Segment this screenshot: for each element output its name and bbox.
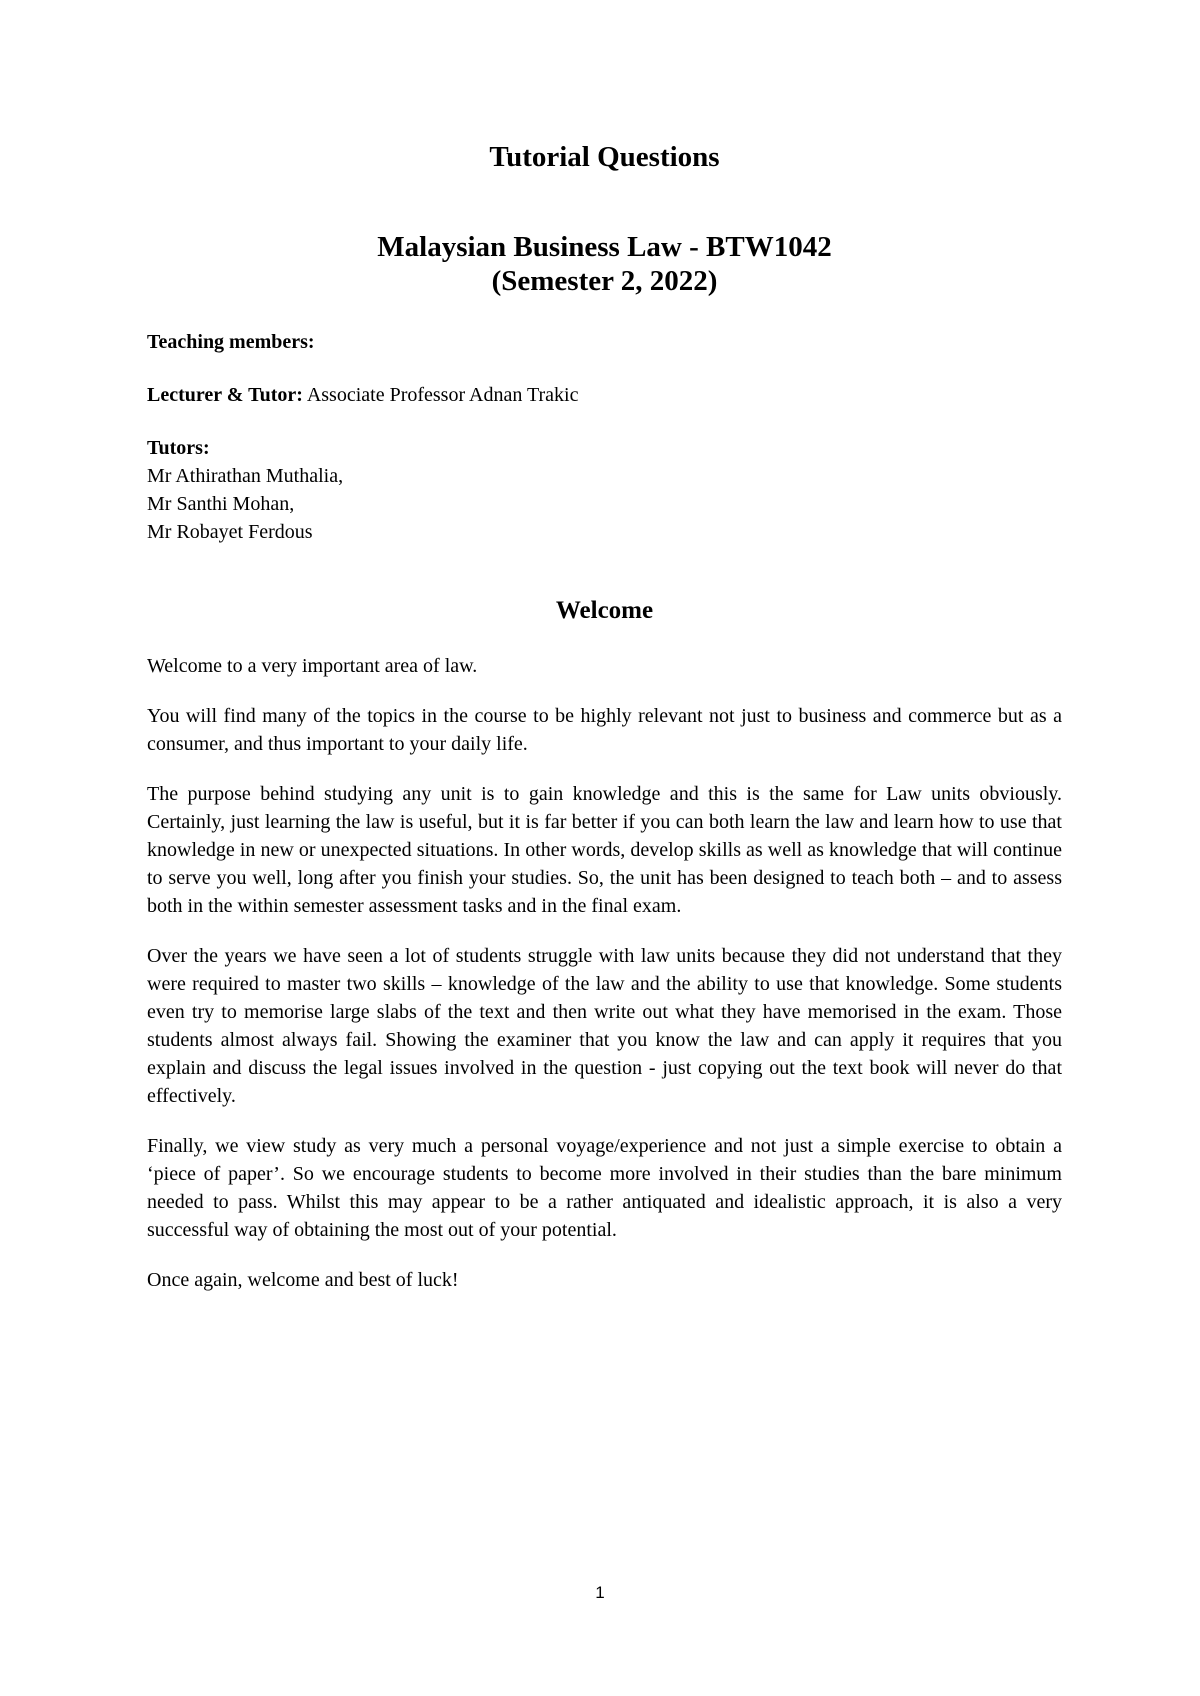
welcome-paragraph: You will find many of the topics in the course to be highly relevant not just to business and commerce but as a consumer, and thus important to your daily life. — [147, 705, 1062, 755]
tutor-name: Mr Athirathan Muthalia, — [147, 465, 344, 487]
lecturer-line — [147, 381, 1062, 409]
page-number: 1 — [595, 1583, 605, 1602]
tutor-name: Mr Robayet Ferdous — [147, 521, 313, 543]
page-content — [147, 140, 1062, 1294]
tutors-block — [147, 434, 1062, 546]
welcome-paragraph: Over the years we have seen a lot of students struggle with law units because they did not understand that they were required to master two skills – knowledge of the law and the ability to use that knowledge. Some students even try to memorise large slabs of the text and then write out what they have memorised in the exam. Those students almost always fail. Showing the examiner that you know the law and can apply it requires that you explain and discuss the legal issues involved in the question - just copying out the text book will never do that effectively. — [147, 945, 1062, 1107]
lecturer-label: Lecturer & Tutor: — [147, 384, 303, 406]
lecturer-name: Associate Professor Adnan Trakic — [302, 384, 579, 406]
course-title: Malaysian Business Law - BTW1042 — [377, 231, 832, 263]
document-title: Tutorial Questions — [489, 141, 720, 173]
tutors-label: Tutors: — [147, 437, 210, 459]
welcome-paragraph: The purpose behind studying any unit is to gain knowledge and this is the same for Law units obviously. Certainly, just learning the law is useful, but it is far better if you can both learn the law and learn how to use that knowledge in new or unexpected situations. In other words, develop skills as well as knowledge that will continue to serve you well, long after you finish your studies. So, the unit has been designed to teach both – and to assess both in the within semester assessment tasks and in the final exam. — [147, 783, 1062, 917]
closing-paragraph: Once again, welcome and best of luck! — [147, 1269, 459, 1291]
teaching-members-heading: Teaching members: — [147, 331, 315, 353]
welcome-paragraph: Finally, we view study as very much a personal voyage/experience and not just a simple exercise to obtain a ‘piece of paper’. So we encourage students to become more involved in their studies than the bare minimum needed to pass. Whilst this may appear to be a rather antiquated and idealistic approach, it is also a very successful way of obtaining the most out of your potential. — [147, 1135, 1062, 1241]
welcome-paragraph: Welcome to a very important area of law. — [147, 655, 478, 677]
welcome-heading: Welcome — [555, 597, 654, 624]
tutor-name: Mr Santhi Mohan, — [147, 493, 295, 515]
semester-label: (Semester 2, 2022) — [491, 265, 718, 297]
